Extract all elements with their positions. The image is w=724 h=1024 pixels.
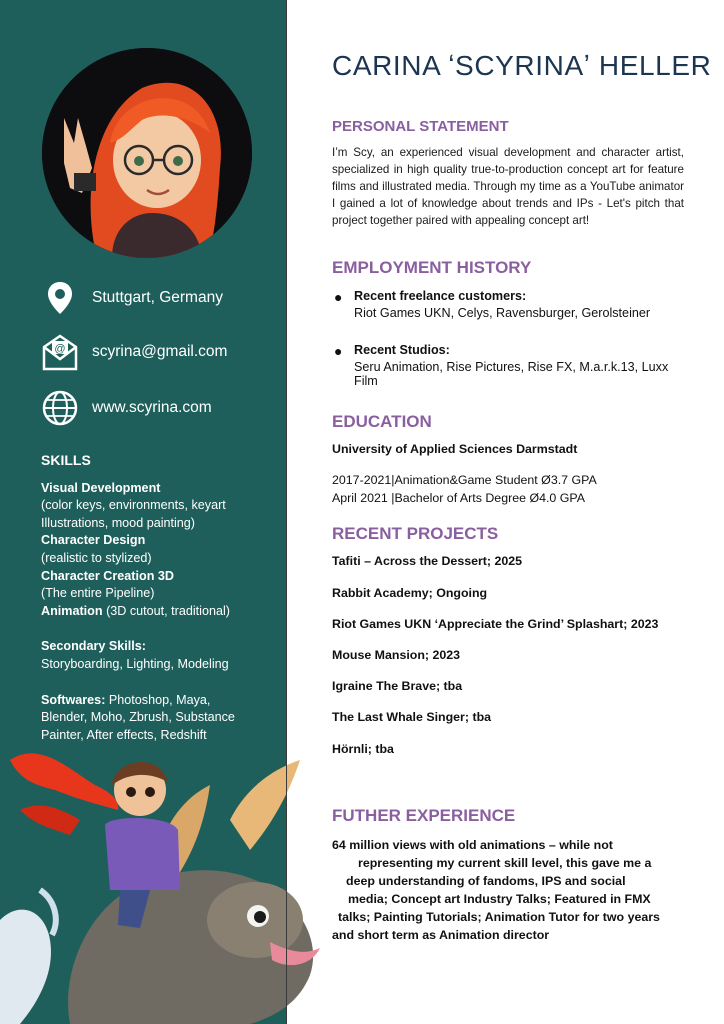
skill-character-design-desc: (realistic to stylized) [41, 550, 152, 565]
education-heading: EDUCATION [332, 412, 432, 431]
page-title: CARINA ʻSCYRINAʼ HELLER [332, 50, 712, 81]
location-text: Stuttgart, Germany [92, 289, 223, 306]
svg-text:@: @ [54, 343, 66, 355]
email-text[interactable]: scyrina@gmail.com [92, 343, 228, 360]
secondary-skills-list: Storyboarding, Lighting, Modeling [41, 656, 229, 671]
project-item: Tafiti – Across the Dessert; 2025 [332, 554, 523, 568]
secondary-skills-heading: Secondary Skills: [41, 639, 146, 654]
column-divider [286, 0, 287, 1024]
skill-animation-row [41, 603, 276, 621]
globe-icon [40, 388, 80, 428]
projects-heading: RECENT PROJECTS [332, 524, 499, 543]
contact-location [40, 278, 223, 318]
education-line-2: April 2021 |Bachelor of Arts Degree Ø4.0 GPA [332, 491, 585, 505]
further-line: deep understanding of fandoms, IPS and social [346, 874, 626, 888]
skill-character-creation: Character Creation 3D [41, 568, 174, 583]
personal-statement-text: I’m Scy, an experienced visual development and character artist, specialized in high quality true-to-production concept art for feature films and illustrated media. Through my time as a YouTube animator I gained a lot of knowledge about trends and IPs - Let's pitch that project together paired with appealing concept art! [332, 146, 684, 227]
software-list-1: Photoshop, Maya, [105, 692, 211, 707]
employment-item-detail: Riot Games UKN, Celys, Ravensburger, Gerolsteiner [354, 306, 651, 320]
software-row-1 [41, 692, 276, 710]
further-experience-text [332, 836, 692, 944]
software-list-2: Blender, Moho, Zbrush, Substance [41, 710, 235, 725]
project-item: Hörnli; tba [332, 742, 394, 756]
employment-item: ● Recent Studios: Seru Animation, Rise Pictures, Rise FX, M.a.r.k.13, Luxx Film [332, 343, 684, 388]
skill-character-design: Character Design [41, 533, 146, 548]
contact-website[interactable] [40, 388, 212, 428]
dragon-rider-illustration [0, 730, 330, 1024]
software-label: Softwares: [41, 692, 106, 707]
education-school: University of Applied Sciences Darmstadt [332, 442, 578, 456]
further-experience-heading: FUTHER EXPERIENCE [332, 806, 516, 825]
employment-item-detail: Seru Animation, Rise Pictures, Rise FX, M.a.r.k.13, Luxx [354, 360, 669, 374]
skill-animation: Animation [41, 603, 103, 618]
website-text[interactable]: www.scyrina.com [92, 399, 212, 416]
contact-email[interactable] [40, 332, 227, 372]
skill-visual-development-desc-2: Illustrations, mood painting) [41, 515, 196, 530]
project-item: Mouse Mansion; 2023 [332, 648, 461, 662]
employment-item-title: Recent freelance customers: [354, 289, 527, 303]
envelope-icon [40, 332, 80, 372]
further-line: media; Concept art Industry Talks; Featured in FMX [348, 892, 651, 906]
skill-visual-development-desc-1: (color keys, environments, keyart [41, 498, 226, 513]
project-item: Riot Games UKN ‘Appreciate the Grind’ Splashart; 2023 [332, 617, 659, 631]
skill-animation-desc: (3D cutout, traditional) [102, 603, 230, 618]
avatar [42, 48, 252, 258]
employment-item: ● Recent freelance customers: Riot Games UKN, Celys, Ravensburger, Gerolsteiner [332, 289, 684, 320]
employment-item-detail-cont: Film [354, 374, 378, 388]
further-line: 64 million views with old animations – while not [332, 838, 613, 852]
project-item: Igraine The Brave; tba [332, 679, 463, 693]
project-item: The Last Whale Singer; tba [332, 710, 492, 724]
skill-visual-development: Visual Development [41, 480, 161, 495]
project-item: Rabbit Academy; Ongoing [332, 586, 488, 600]
employment-heading: EMPLOYMENT HISTORY [332, 258, 532, 277]
further-line: talks; Painting Tutorials; Animation Tutor for two years [338, 910, 660, 924]
education-line-1: 2017-2021|Animation&Game Student Ø3.7 GPA [332, 473, 597, 487]
skill-character-creation-desc: (The entire Pipeline) [41, 586, 155, 601]
skills-section [41, 452, 276, 744]
avatar-illustration [42, 48, 252, 258]
personal-statement-heading: PERSONAL STATEMENT [332, 118, 509, 135]
further-line: and short term as Animation director [332, 928, 550, 942]
employment-item-title: Recent Studios: [354, 343, 450, 357]
skills-heading: SKILLS [41, 452, 91, 468]
location-pin-icon [40, 278, 80, 318]
software-list-3: Painter, After effects, Redshift [41, 727, 207, 742]
further-line: representing my current skill level, this gave me a [358, 856, 652, 870]
